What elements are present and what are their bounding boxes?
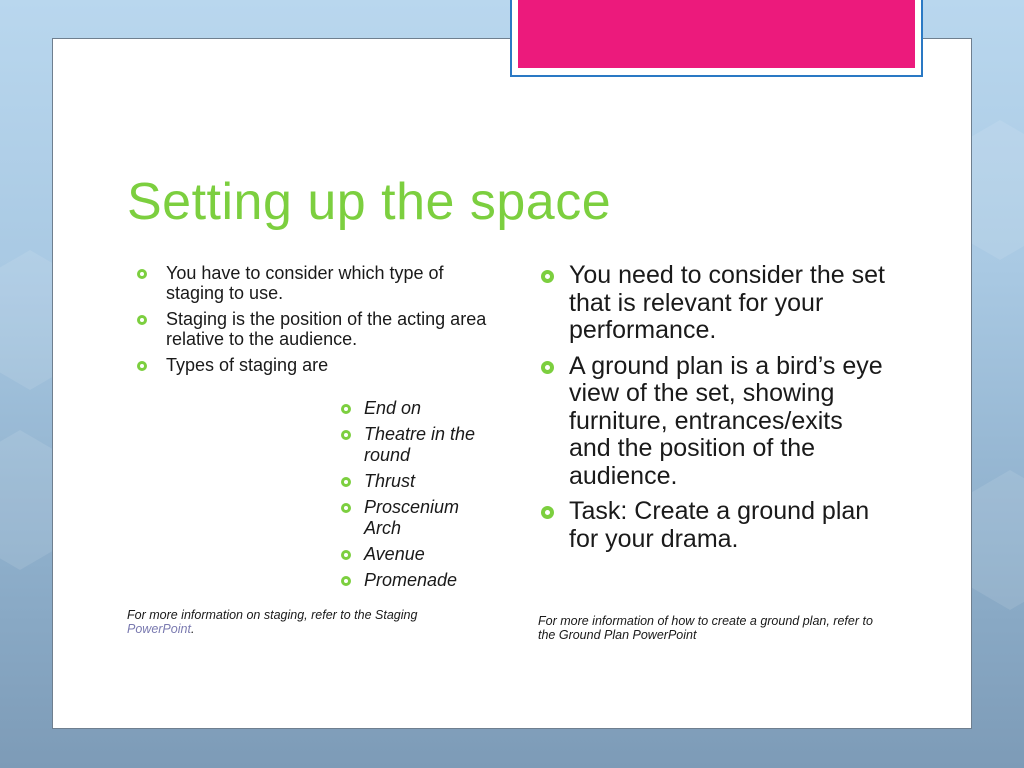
list-item [136,263,496,303]
ring-bullet-icon [341,576,351,586]
bullet-text: You need to consider the set that is relevant for your performance. [569,261,885,344]
ring-bullet-icon [137,315,147,325]
left-bullet-column [136,263,496,381]
ring-bullet-icon [137,361,147,371]
ring-bullet-icon [541,270,554,283]
ring-bullet-icon [341,550,351,560]
list-item [136,355,496,375]
powerpoint-link[interactable]: PowerPoint [127,622,191,636]
staging-type-text: Proscenium Arch [364,497,460,538]
accent-bar [518,0,915,68]
list-item [340,497,500,539]
bullet-text: Staging is the position of the acting area relative to the audience. [166,309,487,349]
list-item [340,398,500,419]
staging-type-text: End on [364,398,422,418]
right-bullet-column [540,262,885,561]
list-item [340,544,500,565]
list-item [540,262,885,345]
ring-bullet-icon [137,269,147,279]
staging-type-text: Promenade [364,570,458,590]
list-item [340,570,500,591]
staging-note [127,608,467,636]
bullet-text: A ground plan is a bird’s eye view of the set, showing furniture, entrances/exits and the position of the audience. [569,351,883,490]
ring-bullet-icon [341,477,351,487]
list-item [540,353,885,491]
staging-types-list [340,398,500,596]
bullet-text: Task: Create a ground plan for your drama. [569,497,870,553]
right-bullet-list [540,262,885,553]
note-end: . [190,622,195,636]
note-text: For more information on staging, refer to the Staging [127,608,418,622]
bullet-text: Types of staging are [166,355,329,375]
staging-types-ul [340,398,500,591]
list-item [540,498,885,553]
staging-type-text: Theatre in the round [364,424,476,465]
bullet-text: You have to consider which type of staging to use. [166,263,444,303]
ground-plan-note: For more information of how to create a ground plan, refer to the Ground Plan PowerPoint [538,614,873,642]
list-item [340,471,500,492]
ring-bullet-icon [541,361,554,374]
ring-bullet-icon [341,503,351,513]
list-item [136,309,496,349]
list-item [340,424,500,466]
ring-bullet-icon [341,404,351,414]
ring-bullet-icon [541,506,554,519]
slide-title: Setting up the space [127,173,612,231]
ring-bullet-icon [341,430,351,440]
left-bullet-list [136,263,496,375]
staging-type-text: Avenue [364,544,425,564]
staging-type-text: Thrust [364,471,416,491]
